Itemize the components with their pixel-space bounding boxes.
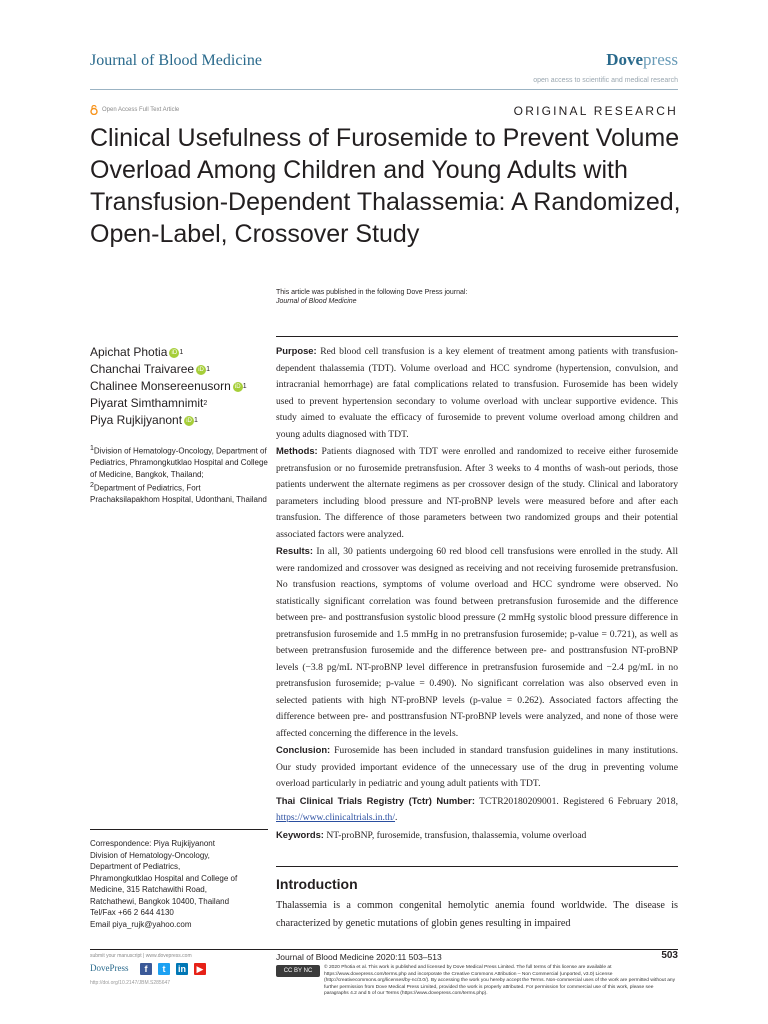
correspondence-divider	[90, 829, 268, 830]
author[interactable]	[90, 344, 247, 361]
conclusion-text: Furosemide has been included in standard transfusion guidelines in many institutions. Our study provided important evidence of the unnecessary use of the drug in preventing volume overload particularly in pediatric and young adult patients with TDT.	[276, 745, 678, 789]
correspondence-line: Ratchathewi, Bangkok 10400, Thailand	[90, 896, 230, 906]
author-name: Piya Rujkijyanont	[90, 413, 183, 427]
youtube-icon[interactable]: ▶	[194, 963, 206, 975]
publication-note-text: This article was published in the following Dove Press journal:	[276, 289, 468, 296]
publication-note-journal: Journal of Blood Medicine	[276, 298, 357, 305]
abstract-registry	[276, 793, 678, 827]
affiliation-marker: 2	[90, 482, 94, 490]
introduction-heading: Introduction	[276, 876, 358, 892]
twitter-icon[interactable]: t	[158, 963, 170, 975]
abstract-keywords	[276, 827, 678, 845]
author-name: Chanchai Traivaree	[90, 362, 195, 376]
affiliation-1: Division of Hematology-Oncology, Department of Pediatrics, Phramongkutklao Hospital and College of Medicine, Bangkok, Thailand;	[90, 446, 268, 479]
footer-citation: Journal of Blood Medicine 2020:11 503–513	[276, 952, 442, 962]
doi-link[interactable]: http://doi.org/10.2147/JBM.S285647	[90, 980, 171, 986]
author-affiliation: 1	[194, 417, 198, 424]
open-access-badge	[90, 105, 179, 115]
license-text: © 2020 Photia et al. This work is published and licensed by Dove Medical Press Limited. The full terms of this license are available at https://www.dovepress.com/terms.php and incorporate the Creative Commons Attribution – Non Commercial (unported, v3.0) License (http://creativecommons.org/licenses/by-nc/3.0/). By accessing the work you hereby accept the Terms. Non-commercial uses of the work are permitted without any further permission from Dove Medical Press Limited, provided the work is properly attributed. For permission for commercial use of this work, please see paragraphs 4.2 and 5 of our Terms (https://www.dovepress.com/terms.php).	[324, 965, 676, 996]
open-access-label: Open Access Full Text Article	[102, 107, 180, 113]
correspondence-line: Correspondence: Piya Rujkijyanont	[90, 839, 215, 848]
orcid-icon[interactable]: iD	[233, 382, 243, 392]
author-name: Apichat Photia	[90, 345, 168, 359]
keywords-text: NT-proBNP, furosemide, transfusion, thalassemia, volume overload	[326, 829, 587, 841]
author-name: Piyarat Simthamnimit	[90, 396, 204, 410]
footer-dovepress-logo[interactable]: DovePress	[90, 963, 129, 973]
linkedin-icon[interactable]: in	[178, 964, 186, 974]
correspondence	[90, 838, 270, 930]
author[interactable]	[90, 412, 247, 429]
author-name: Chalinee Monsereenusorn	[90, 379, 231, 393]
correspondence-line: Phramongkutklao Hospital and College of	[90, 873, 238, 883]
orcid-icon[interactable]: iD	[184, 416, 194, 426]
abstract	[276, 343, 678, 844]
dovepress-logo[interactable]	[606, 50, 678, 70]
purpose-text: Red blood cell transfusion is a key element of treatment among patients with transfusion-dependent thalassemia (TDT). Volume overload and HCC syndrome (hypertension, convulsion, and intracranial hemorrhage) are fatal complications related to transfusion. Furosemide has been widely used to prevent hypertension secondary to volume overload with unclear supportive evidence. This study aimed to evaluate the efficacy of furosemide to prevent volume overload among children and young adults diagnosed with TDT.	[276, 346, 678, 440]
results-label: Results:	[276, 545, 313, 556]
author[interactable]	[90, 378, 247, 395]
open-access-icon	[90, 105, 98, 115]
header-divider	[90, 89, 678, 90]
brand-tagline: open access to scientific and medical research	[533, 77, 678, 84]
correspondence-line: Division of Hematology-Oncology,	[90, 850, 210, 860]
author[interactable]	[90, 395, 247, 412]
footer-divider	[90, 949, 678, 950]
author-affiliation: 1	[179, 349, 184, 356]
correspondence-line: Tel/Fax +66 2 644 4130	[90, 908, 174, 917]
keywords-label: Keywords:	[276, 828, 324, 840]
correspondence-line: Medicine, 315 Ratchawithi Road,	[90, 885, 207, 894]
conclusion-label: Conclusion:	[276, 744, 331, 755]
affiliation-2: Department of Pediatrics, Fort Prachaksilapakhom Hospital, Udonthani, Thailand	[90, 483, 267, 505]
correspondence-email[interactable]: Email piya_rujk@yahoo.com	[90, 919, 192, 929]
brand-bold: Dove	[606, 50, 644, 69]
abstract-divider	[276, 336, 678, 337]
purpose-label: Purpose:	[276, 345, 317, 356]
social-links	[140, 963, 206, 975]
registry-label: Thai Clinical Trials Registry (Tctr) Number:	[276, 794, 475, 806]
abstract-purpose	[276, 343, 678, 443]
author-affiliation: 2	[203, 400, 208, 407]
registry-text: TCTR20180209001. Registered 6 February 2018,	[479, 795, 678, 807]
results-text: In all, 30 patients undergoing 60 red blood cell transfusions were enrolled in the study. All were randomized and crossover was designed as receiving and not receiving furosemide pretransfusion. No transfusion reactions, symptoms of volume overload and HCC syndrome were observed. No statistically significant correlation was found between pretransfusion furosemide and the difference between pre- and posttransfusion systolic blood pressure (2 mmHg systolic blood pressure difference in pretransfusion furosemide and 1.5 mmHg in no pretransfusion furosemide; p-value = 0.721), as well as between pretransfusion furosemide and the difference between pre- and posttransfusion NT-proBNP levels (−3.8 pg/mL NT-proBNP level difference in pretransfusion furosemide and −2.4 pg/mL in no pretransfusion furosemide; p-value = 0.490). No significant correlation was also observed even in selected patients with high NT-proBNP levels (p-value = 0.262). Associated factors affecting the difference between pre- and posttransfusion NT-proBNP levels were analyzed, and none of those were affected concerning the difference in the levels.	[276, 546, 678, 739]
abstract-conclusion	[276, 742, 678, 793]
registry-link[interactable]: https://www.clinicaltrials.in.th/	[276, 812, 396, 823]
license-block	[276, 965, 678, 998]
methods-label: Methods:	[276, 445, 318, 456]
introduction-text: Thalassemia is a common congenital hemolytic anemia found worldwide. The disease is characterized by genetic mutations of globin genes resulting in impaired	[276, 900, 678, 929]
affiliations	[90, 443, 270, 506]
facebook-icon[interactable]: f	[140, 963, 152, 975]
orcid-icon[interactable]: iD	[169, 348, 179, 358]
author[interactable]	[90, 361, 247, 378]
abstract-methods	[276, 443, 678, 543]
author-affiliation: 1	[242, 383, 247, 390]
submit-manuscript-link[interactable]: submit your manuscript | www.dovepress.com	[90, 953, 192, 959]
methods-text: Patients diagnosed with TDT were enrolled and randomized to receive either furosemide pretransfusion or no furosemide pretransfusion. After 3 weeks to 4 months of wash-out periods, those patients underwent the alternate regimens as per crossover design of the study. Clinical and laboratory parameters including blood pressure and NT-proBNP levels were measured before and after each transfusion. The difference of those parameters between two randomized groups and their potential associated factors were analyzed.	[276, 446, 678, 540]
brand-light: press	[643, 50, 678, 69]
article-title: Clinical Usefulness of Furosemide to Prevent Volume Overload Among Children and Young Adults with Transfusion-Dependent Thalassemia: A Randomized, Open-Label, Crossover Study	[90, 124, 681, 248]
journal-name[interactable]: Journal of Blood Medicine	[90, 52, 262, 69]
publication-note	[276, 288, 467, 306]
article-type: ORIGINAL RESEARCH	[513, 104, 678, 118]
abstract-results	[276, 543, 678, 742]
orcid-icon[interactable]: iD	[196, 365, 206, 375]
page-number: 503	[661, 950, 678, 961]
affiliation-marker: 1	[90, 445, 94, 452]
registry-end: .	[395, 812, 398, 823]
author-list	[90, 344, 247, 429]
cc-license-icon[interactable]: CC BY NC	[276, 965, 320, 977]
introduction-divider	[276, 866, 678, 867]
author-affiliation: 1	[206, 366, 210, 373]
correspondence-line: Department of Pediatrics,	[90, 862, 181, 871]
